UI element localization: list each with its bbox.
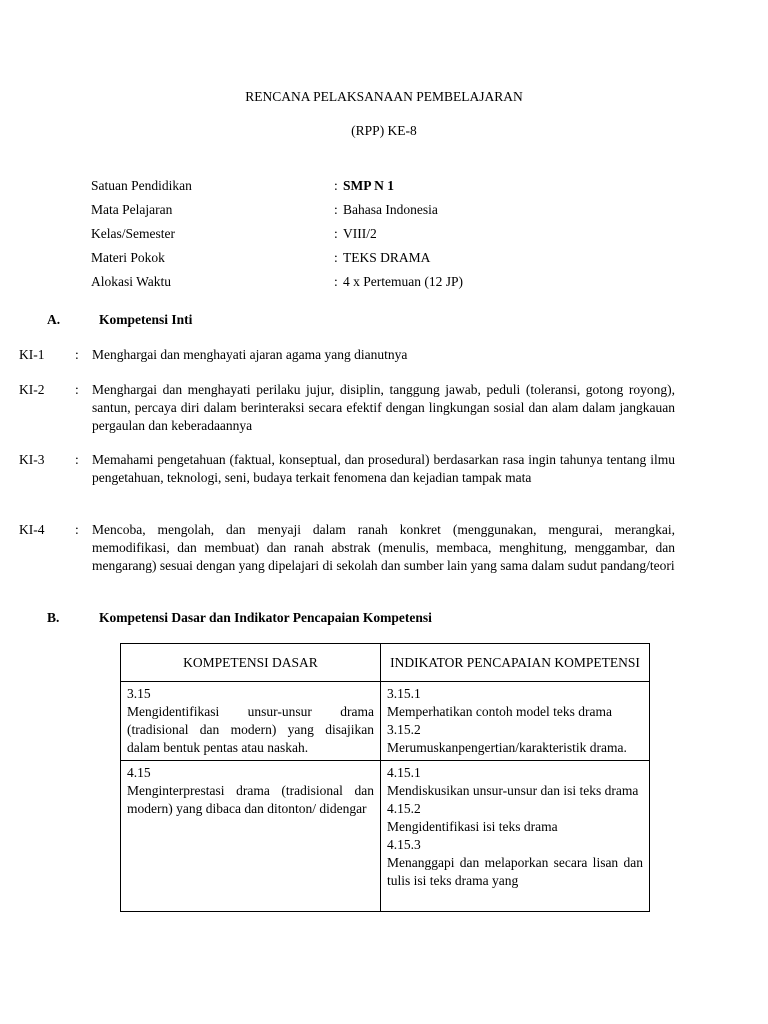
identity-row	[91, 226, 591, 250]
identity-row	[91, 202, 591, 226]
ki-text: Memahami pengetahuan (faktual, konseptual, dan prosedural) berdasarkan rasa ingin tahunya tentang ilmu pengetahuan, teknologi, seni, budaya terkait fenomena dan kejadian tampak mata	[92, 452, 675, 485]
indicator-code: 4.15.1	[387, 765, 421, 780]
section-a-heading	[47, 312, 192, 328]
identity-block	[91, 178, 591, 298]
ki-code: KI-3	[19, 452, 45, 467]
kd-cell	[121, 682, 381, 761]
kd-code: 3.15	[127, 686, 151, 701]
identity-separator: :	[334, 274, 338, 289]
section-b-title: Kompetensi Dasar dan Indikator Pencapaian Kompetensi	[99, 610, 432, 625]
ki-colon: :	[75, 452, 79, 467]
ki-code: KI-1	[19, 347, 45, 362]
ki-code: KI-4	[19, 522, 45, 537]
indicator-text: Mengidentifikasi isi teks drama	[387, 819, 558, 834]
identity-label: Kelas/Semester	[91, 226, 175, 241]
indicator-cell	[381, 761, 650, 912]
indicator-cell	[381, 682, 650, 761]
identity-value: VIII/2	[343, 226, 377, 241]
indicator-text: Menanggapi dan melaporkan secara lisan dan tulis isi teks drama yang	[387, 855, 643, 888]
identity-value: TEKS DRAMA	[343, 250, 431, 265]
table-header-row	[121, 644, 650, 682]
indicator-code: 3.15.2	[387, 722, 421, 737]
indicator-code: 4.15.2	[387, 801, 421, 816]
identity-value: SMP N 1	[343, 178, 395, 193]
identity-row	[91, 178, 591, 202]
section-a-letter: A.	[47, 312, 61, 327]
indicator-code: 3.15.1	[387, 686, 421, 701]
identity-separator: :	[334, 178, 338, 193]
kd-text: Mengidentifikasi unsur-unsur drama (tradisional dan modern) yang disajikan dalam bentuk pentas atau naskah.	[127, 704, 374, 755]
ki-item	[19, 521, 675, 575]
ki-code: KI-2	[19, 382, 45, 397]
document-title: RENCANA PELAKSANAAN PEMBELAJARAN	[245, 89, 523, 104]
identity-label: Materi Pokok	[91, 250, 165, 265]
section-b-letter: B.	[47, 610, 60, 625]
identity-separator: :	[334, 226, 338, 241]
ki-colon: :	[75, 382, 79, 397]
ki-colon: :	[75, 347, 79, 362]
kd-text: Menginterprestasi drama (tradisional dan modern) yang dibaca dan ditonton/ didengar	[127, 783, 374, 816]
indicator-code: 4.15.3	[387, 837, 421, 852]
identity-row	[91, 250, 591, 274]
table-row	[121, 682, 650, 761]
identity-value: 4 x Pertemuan (12 JP)	[343, 274, 463, 289]
identity-separator: :	[334, 250, 338, 265]
competency-table	[120, 643, 650, 912]
ki-text: Menghargai dan menghayati ajaran agama yang dianutnya	[92, 347, 408, 362]
header-kompetensi-dasar: KOMPETENSI DASAR	[121, 644, 381, 682]
identity-label: Alokasi Waktu	[91, 274, 172, 289]
ki-item	[19, 381, 675, 435]
document-subtitle: (RPP) KE-8	[351, 123, 417, 138]
indicator-text: Memperhatikan contoh model teks drama	[387, 704, 612, 719]
ki-text: Mencoba, mengolah, dan menyaji dalam ranah konkret (menggunakan, mengurai, merangkai, memodifikasi, dan membuat) dan ranah abstrak (menulis, membaca, menghitung, menggambar, dan mengarang) sesuai dengan yang dipelajari di sekolah dan sumber lain yang sama dalam sudut pandang/teori	[92, 522, 675, 573]
table-row	[121, 761, 650, 912]
indicator-text: Merumuskanpengertian/karakteristik drama.	[387, 740, 627, 755]
kd-cell	[121, 761, 381, 912]
identity-separator: :	[334, 202, 338, 217]
identity-value: Bahasa Indonesia	[343, 202, 438, 217]
ki-item	[19, 451, 675, 487]
section-a-title: Kompetensi Inti	[99, 312, 193, 327]
section-b-heading	[47, 610, 432, 626]
kd-code: 4.15	[127, 765, 151, 780]
ki-item	[19, 346, 675, 364]
identity-row	[91, 274, 591, 298]
ki-text: Menghargai dan menghayati perilaku jujur, disiplin, tanggung jawab, peduli (toleransi, gotong royong), santun, percaya diri dalam berinteraksi secara efektif dengan lingkungan sosial dan alam dalam jangkauan pergaulan dan keberadaannya	[92, 382, 675, 433]
indicator-text: Mendiskusikan unsur-unsur dan isi teks drama	[387, 783, 639, 798]
identity-label: Mata Pelajaran	[91, 202, 173, 217]
identity-label: Satuan Pendidikan	[91, 178, 192, 193]
ki-colon: :	[75, 522, 79, 537]
header-indikator: INDIKATOR PENCAPAIAN KOMPETENSI	[381, 644, 650, 682]
indicator-list	[387, 764, 643, 908]
